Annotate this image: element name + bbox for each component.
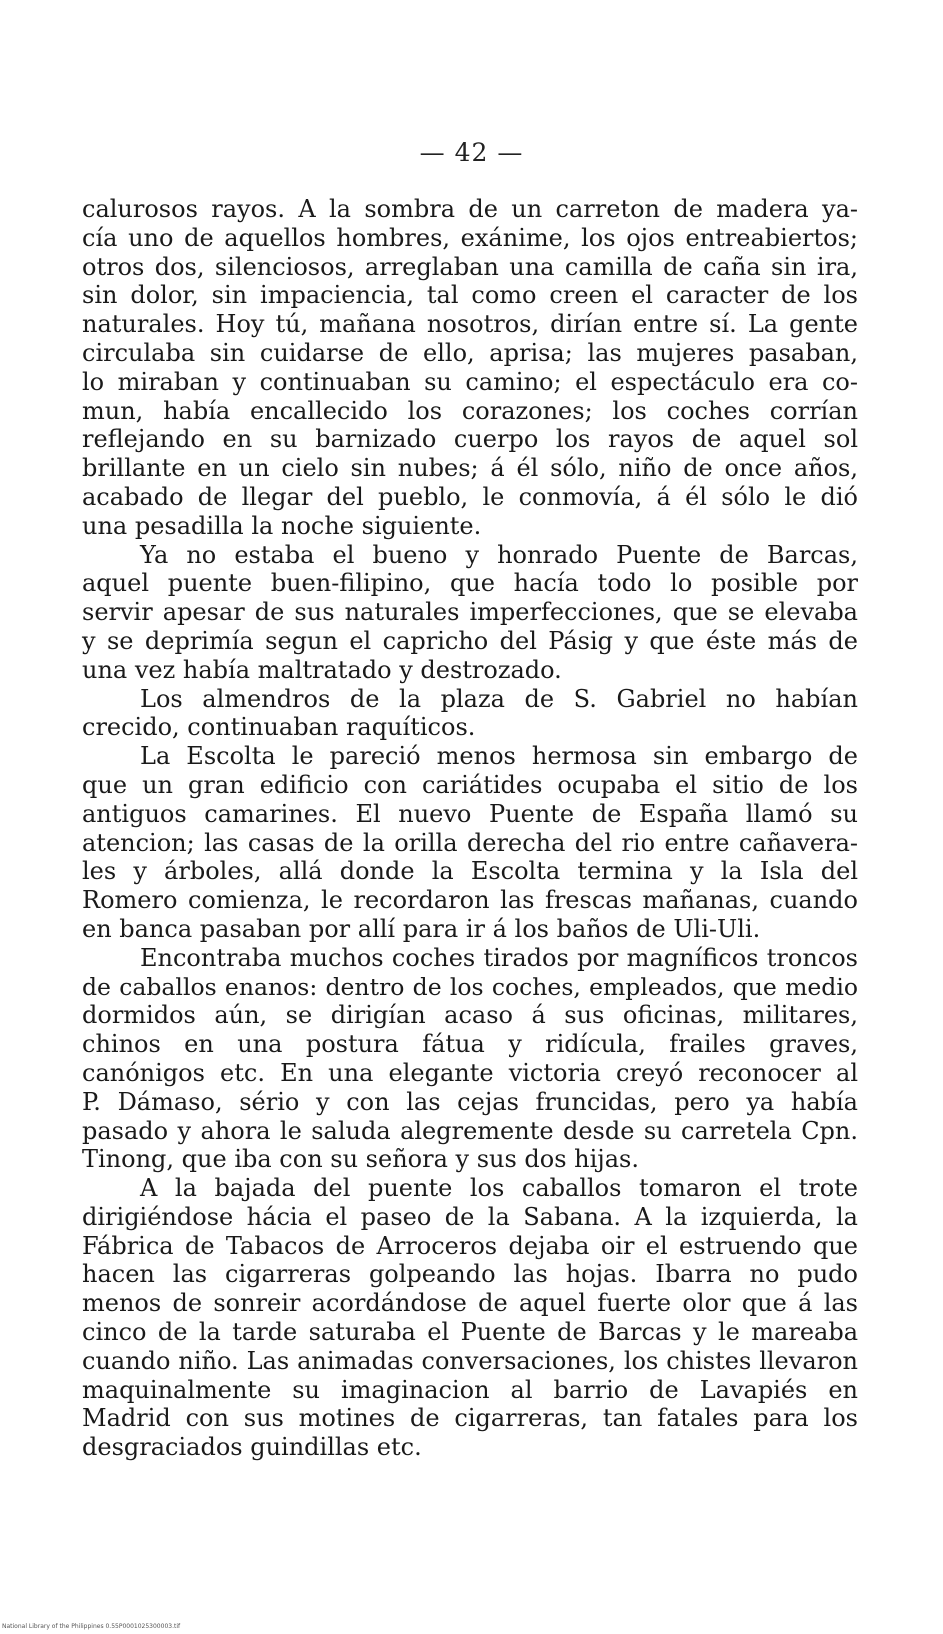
text-line: otros dos, silenciosos, arreglaban una camilla de caña sin ira,: [82, 252, 858, 281]
body-text: [82, 195, 858, 1462]
text-line: cía uno de aquellos hombres, exánime, los ojos entreabiertos;: [82, 223, 858, 252]
text-line: lo miraban y continuaban su camino; el espectáculo era co-: [82, 367, 858, 396]
text-line: aquel puente buen-filipino, que hacía todo lo posible por: [82, 569, 858, 598]
text-line: sin dolor, sin impaciencia, tal como creen el caracter de los: [82, 281, 858, 310]
text-line: y se deprimía segun el capricho del Pásig y que éste más de: [82, 626, 858, 655]
text-line: Los almendros de la plaza de S. Gabriel no habían: [140, 684, 858, 713]
text-line: reflejando en su barnizado cuerpo los rayos de aquel sol: [82, 425, 858, 454]
text-line: calurosos rayos. A la sombra de un carreton de madera ya-: [82, 195, 858, 223]
text-line: canónigos etc. En una elegante victoria creyó reconocer al: [82, 1058, 858, 1087]
text-line: servir apesar de sus naturales imperfecciones, que se elevaba: [82, 598, 858, 627]
text-line: acabado de llegar del pueblo, le conmovía, á él sólo le dió: [82, 482, 858, 511]
text-line: desgraciados guindillas etc.: [82, 1433, 422, 1462]
text-line: A la bajada del puente los caballos tomaron el trote: [140, 1174, 858, 1203]
text-line: Ya no estaba el bueno y honrado Puente de Barcas,: [140, 540, 858, 569]
text-line: Madrid con sus motines de cigarreras, tan fatales para los: [82, 1404, 858, 1433]
text-line: P. Dámaso, sério y con las cejas fruncidas, pero ya había: [82, 1087, 858, 1116]
text-line: antiguos camarines. El nuevo Puente de España llamó su: [82, 799, 858, 828]
text-line: una vez había maltratado y destrozado.: [82, 655, 562, 684]
text-line: atencion; las casas de la orilla derecha del rio entre cañavera-: [82, 828, 858, 857]
text-line: circulaba sin cuidarse de ello, aprisa; las mujeres pasaban,: [82, 338, 858, 367]
text-line: hacen las cigarreras golpeando las hojas. Ibarra no pudo: [82, 1260, 858, 1289]
text-line: pasado y ahora le saluda alegremente desde su carretela Cpn.: [82, 1116, 858, 1145]
text-line: Tinong, que iba con su señora y sus dos hijas.: [82, 1145, 640, 1174]
text-line: La Escolta le pareció menos hermosa sin embargo de: [140, 742, 858, 771]
text-line: mun, había encallecido los corazones; los coches corrían: [82, 396, 858, 425]
page-number: — 42 —: [419, 138, 524, 167]
text-line: Encontraba muchos coches tirados por magníficos troncos: [140, 943, 858, 972]
text-line: naturales. Hoy tú, mañana nosotros, dirían entre sí. La gente: [82, 310, 858, 339]
text-line: les y árboles, allá donde la Escolta termina y la Isla del: [82, 857, 858, 886]
text-line: en banca pasaban por allí para ir á los baños de Uli-Uli.: [82, 914, 761, 943]
text-line: Romero comienza, le recordaron las frescas mañanas, cuando: [82, 886, 858, 915]
scan-footer: National Library of the Philippines 0.55P0001025300003.tif: [2, 1623, 181, 1630]
text-line: de caballos enanos: dentro de los coches, empleados, que medio: [82, 972, 858, 1001]
text-line: una pesadilla la noche siguiente.: [82, 511, 482, 540]
text-line: dormidos aún, se dirigían acaso á sus oficinas, militares,: [82, 1001, 858, 1030]
text-line: cuando niño. Las animadas conversaciones, los chistes llevaron: [82, 1346, 858, 1375]
text-line: cinco de la tarde saturaba el Puente de Barcas y le mareaba: [82, 1318, 858, 1347]
text-line: brillante en un cielo sin nubes; á él sólo, niño de once años,: [82, 454, 858, 483]
text-line: que un gran edificio con cariátides ocupaba el sitio de los: [82, 770, 858, 799]
text-line: menos de sonreir acordándose de aquel fuerte olor que á las: [82, 1289, 858, 1318]
text-line: chinos en una postura fátua y ridícula, frailes graves,: [82, 1030, 858, 1059]
text-line: Fábrica de Tabacos de Arroceros dejaba oir el estruendo que: [82, 1231, 858, 1260]
text-line: maquinalmente su imaginacion al barrio de Lavapiés en: [82, 1375, 858, 1404]
text-line: crecido, continuaban raquíticos.: [82, 713, 476, 742]
text-line: dirigiéndose hácia el paseo de la Sabana. A la izquierda, la: [82, 1202, 858, 1231]
